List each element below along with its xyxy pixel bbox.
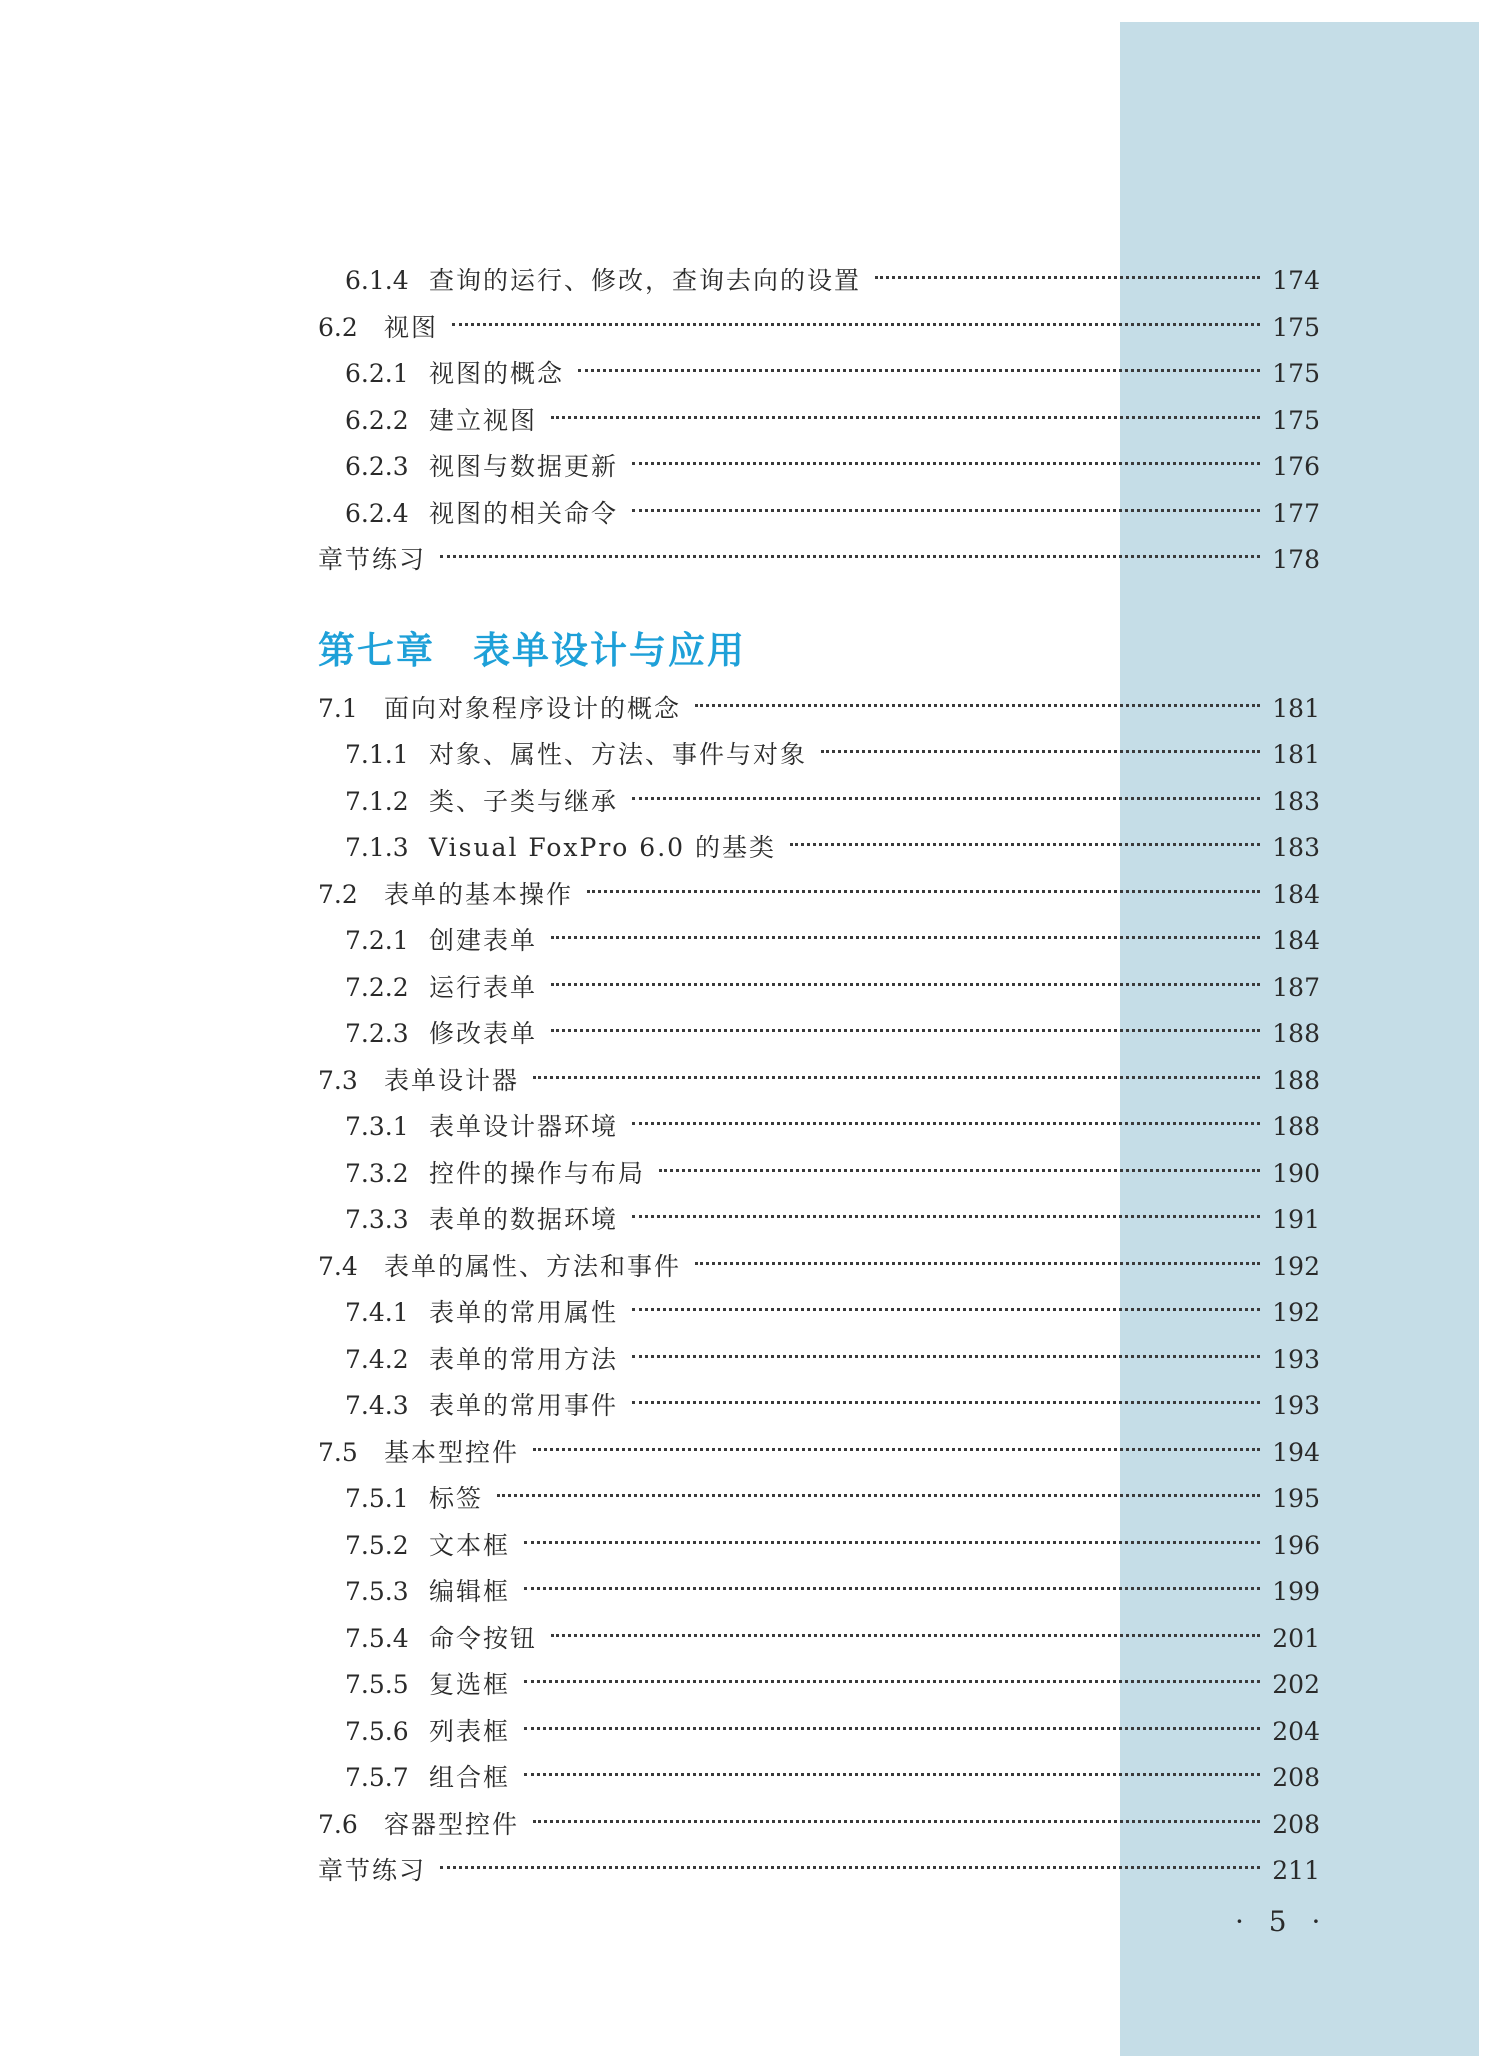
- toc-entry-title: 视图与数据更新: [429, 452, 619, 481]
- dot-leader: [524, 1727, 1260, 1730]
- toc-entry-title: 容器型控件: [384, 1809, 520, 1839]
- toc-entry-number: 7.2: [318, 879, 358, 909]
- toc-entry[interactable]: [318, 1802, 1320, 1849]
- toc-entry-number: 7.5.1: [345, 1484, 409, 1513]
- toc-entry-page: 193: [1272, 1344, 1320, 1374]
- toc-section-after: [318, 686, 1320, 1895]
- toc-entry-page: 195: [1272, 1484, 1320, 1513]
- toc-entry-number: 6.2.3: [345, 452, 409, 481]
- dot-leader: [533, 1076, 1260, 1079]
- dot-leader: [452, 323, 1260, 326]
- toc-entry[interactable]: [318, 1755, 1320, 1802]
- toc-entry-page: 188: [1272, 1065, 1320, 1095]
- toc-entry-title: 表单的常用方法: [429, 1344, 619, 1374]
- toc-entry-number: 7.3.1: [345, 1112, 409, 1141]
- toc-section-before: [318, 258, 1320, 584]
- toc-entry-page: 184: [1272, 926, 1320, 955]
- toc-entry[interactable]: [318, 444, 1320, 491]
- dot-leader: [533, 1448, 1260, 1451]
- toc-entry[interactable]: [318, 1290, 1320, 1337]
- toc-entry-page: 192: [1272, 1251, 1320, 1281]
- toc-entry-page: 188: [1272, 1019, 1320, 1048]
- toc-entry-number: 6.1.4: [345, 266, 409, 295]
- toc-entry-page: 178: [1272, 545, 1320, 574]
- dot-leader: [551, 983, 1260, 986]
- toc-entry-title: 运行表单: [429, 972, 538, 1002]
- toc-entry-number: 7.2.3: [345, 1019, 409, 1048]
- dot-leader: [551, 1634, 1260, 1637]
- toc-entry-number: 7.2.2: [345, 972, 409, 1002]
- toc-entry-number: 7.5: [318, 1437, 358, 1467]
- toc-entry-page: 201: [1272, 1623, 1320, 1653]
- toc-entry-title: 建立视图: [429, 405, 538, 435]
- toc-entry-title: 编辑框: [429, 1577, 511, 1606]
- toc-entry-title: 标签: [429, 1484, 484, 1513]
- dot-leader: [440, 555, 1260, 558]
- dot-leader: [524, 1680, 1260, 1683]
- toc-entry[interactable]: [318, 1662, 1320, 1709]
- toc-entry-number: 7.2.1: [345, 926, 409, 955]
- dot-leader: [632, 1215, 1260, 1218]
- toc-entry-page: 181: [1272, 693, 1320, 723]
- toc-entry-page: 177: [1272, 498, 1320, 528]
- toc-entry[interactable]: [318, 1011, 1320, 1058]
- toc-entry-title: 控件的操作与布局: [429, 1158, 646, 1188]
- toc-entry-number: 7.1.3: [345, 833, 409, 862]
- toc-entry-title: 视图的相关命令: [429, 498, 619, 528]
- toc-entry-title: 列表框: [429, 1716, 511, 1746]
- toc-entry[interactable]: [318, 732, 1320, 779]
- dot-leader: [551, 936, 1260, 939]
- toc-entry-page: 211: [1272, 1856, 1320, 1885]
- toc-entry[interactable]: [318, 1476, 1320, 1523]
- toc-entry-page: 187: [1272, 972, 1320, 1002]
- toc-entry-number: 7.1.1: [345, 740, 409, 769]
- toc-entry-title: 表单设计器环境: [429, 1112, 619, 1141]
- toc-entry[interactable]: [318, 1430, 1320, 1477]
- toc-entry-title: 视图的概念: [429, 359, 565, 388]
- dot-leader: [821, 750, 1260, 753]
- dot-leader: [632, 462, 1260, 465]
- toc-entry-page: 181: [1272, 740, 1320, 769]
- toc-entry[interactable]: [318, 1709, 1320, 1756]
- dot-leader: [790, 843, 1260, 846]
- toc-entry-page: 175: [1272, 312, 1320, 342]
- toc-entry-title: 表单设计器: [384, 1065, 520, 1095]
- toc-entry-page: 192: [1272, 1298, 1320, 1327]
- toc-entry-title: 面向对象程序设计的概念: [384, 693, 682, 723]
- dot-leader: [695, 1262, 1260, 1265]
- dot-leader: [524, 1587, 1260, 1590]
- toc-entry-number: 7.5.7: [345, 1763, 409, 1792]
- dot-leader: [632, 1355, 1260, 1358]
- toc-entry-number: 6.2.4: [345, 498, 409, 528]
- toc-entry-title: 表单的常用事件: [429, 1391, 619, 1420]
- toc-entry-number: 7.1.2: [345, 786, 409, 816]
- toc-entry-page: 176: [1272, 452, 1320, 481]
- toc-entry-number: 7.5.4: [345, 1623, 409, 1653]
- toc-entry-title: 查询的运行、修改，查询去向的设置: [429, 266, 862, 295]
- dot-leader: [440, 1866, 1260, 1869]
- toc-entry-title: 表单的常用属性: [429, 1298, 619, 1327]
- page-number: · 5 ·: [1235, 1905, 1329, 1938]
- dot-leader: [632, 797, 1260, 800]
- toc-entry-page: 191: [1272, 1205, 1320, 1234]
- toc-entry-page: 190: [1272, 1158, 1320, 1188]
- toc-entry-title: 表单的数据环境: [429, 1205, 619, 1234]
- toc-entry-page: 196: [1272, 1530, 1320, 1560]
- toc-entry[interactable]: [318, 537, 1320, 584]
- dot-leader: [587, 890, 1260, 893]
- toc-entry-number: 7.5.2: [345, 1530, 409, 1560]
- toc-entry[interactable]: [318, 305, 1320, 352]
- toc-entry-page: 175: [1272, 405, 1320, 435]
- toc-entry-title: 章节练习: [318, 545, 427, 574]
- toc-entry[interactable]: [318, 1058, 1320, 1105]
- toc-entry[interactable]: [318, 1337, 1320, 1384]
- dot-leader: [632, 1308, 1260, 1311]
- toc-entry-page: 202: [1272, 1670, 1320, 1699]
- toc-entry-number: 6.2: [318, 312, 358, 342]
- toc-entry-title: 命令按钮: [429, 1623, 538, 1653]
- toc-entry-title: 对象、属性、方法、事件与对象: [429, 740, 808, 769]
- toc-entry[interactable]: [318, 1523, 1320, 1570]
- table-of-contents: [318, 258, 1320, 1895]
- dot-leader: [632, 1401, 1260, 1404]
- toc-entry-title: 视图: [384, 312, 439, 342]
- toc-entry-title: 表单的属性、方法和事件: [384, 1251, 682, 1281]
- toc-entry[interactable]: [318, 918, 1320, 965]
- toc-entry-page: 174: [1272, 266, 1320, 295]
- toc-entry-title: 创建表单: [429, 926, 538, 955]
- toc-entry-page: 188: [1272, 1112, 1320, 1141]
- chapter-label: 第七章: [318, 628, 435, 672]
- toc-entry-title: 类、子类与继承: [429, 786, 619, 816]
- toc-entry-number: 7.4.1: [345, 1298, 409, 1327]
- toc-entry-number: 7.1: [318, 693, 358, 723]
- toc-entry-number: 7.4: [318, 1251, 358, 1281]
- chapter-heading: [318, 616, 1320, 686]
- toc-entry-page: 184: [1272, 879, 1320, 909]
- toc-entry-title: 表单的基本操作: [384, 879, 574, 909]
- toc-entry-number: 7.6: [318, 1809, 358, 1839]
- toc-entry-number: 7.4.2: [345, 1344, 409, 1374]
- toc-entry[interactable]: [318, 965, 1320, 1012]
- dot-leader: [551, 416, 1260, 419]
- dot-leader: [497, 1494, 1260, 1497]
- toc-entry[interactable]: [318, 779, 1320, 826]
- toc-entry-title: 复选框: [429, 1670, 511, 1699]
- toc-entry[interactable]: [318, 1616, 1320, 1663]
- toc-entry-page: 208: [1272, 1809, 1320, 1839]
- toc-entry[interactable]: [318, 1104, 1320, 1151]
- toc-entry-title: 修改表单: [429, 1019, 538, 1048]
- toc-entry-number: 7.5.5: [345, 1670, 409, 1699]
- chapter-title-text: 表单设计与应用: [473, 628, 746, 672]
- toc-entry-page: 175: [1272, 359, 1320, 388]
- toc-entry-number: 7.3: [318, 1065, 358, 1095]
- toc-entry-title: 文本框: [429, 1530, 511, 1560]
- toc-entry-number: 7.4.3: [345, 1391, 409, 1420]
- dot-leader: [578, 369, 1260, 372]
- dot-leader: [695, 704, 1260, 707]
- toc-entry-number: 6.2.1: [345, 359, 409, 388]
- toc-entry-page: 204: [1272, 1716, 1320, 1746]
- toc-entry[interactable]: [318, 1244, 1320, 1291]
- toc-entry[interactable]: [318, 258, 1320, 305]
- toc-entry-title: 章节练习: [318, 1856, 427, 1885]
- toc-entry-number: 6.2.2: [345, 405, 409, 435]
- toc-entry[interactable]: [318, 825, 1320, 872]
- toc-entry[interactable]: [318, 351, 1320, 398]
- toc-entry[interactable]: [318, 1569, 1320, 1616]
- toc-entry[interactable]: [318, 398, 1320, 445]
- toc-entry-title: 基本型控件: [384, 1437, 520, 1467]
- dot-leader: [524, 1541, 1260, 1544]
- dot-leader: [524, 1773, 1260, 1776]
- toc-entry[interactable]: [318, 1848, 1320, 1895]
- toc-entry-page: 183: [1272, 833, 1320, 862]
- toc-entry[interactable]: [318, 1383, 1320, 1430]
- dot-leader: [659, 1169, 1260, 1172]
- toc-entry-number: 7.3.2: [345, 1158, 409, 1188]
- dot-leader: [632, 509, 1260, 512]
- toc-entry-number: 7.3.3: [345, 1205, 409, 1234]
- dot-leader: [632, 1122, 1260, 1125]
- dot-leader: [533, 1820, 1260, 1823]
- toc-entry[interactable]: [318, 1151, 1320, 1198]
- toc-entry-page: 193: [1272, 1391, 1320, 1420]
- dot-leader: [875, 276, 1260, 279]
- toc-entry[interactable]: [318, 872, 1320, 919]
- toc-entry[interactable]: [318, 491, 1320, 538]
- toc-entry-title: 组合框: [429, 1763, 511, 1792]
- toc-entry-page: 199: [1272, 1577, 1320, 1606]
- toc-entry[interactable]: [318, 1197, 1320, 1244]
- toc-entry-page: 183: [1272, 786, 1320, 816]
- toc-entry-page: 194: [1272, 1437, 1320, 1467]
- toc-entry-title: Visual FoxPro 6.0 的基类: [429, 833, 776, 862]
- toc-entry[interactable]: [318, 686, 1320, 733]
- toc-entry-number: 7.5.6: [345, 1716, 409, 1746]
- toc-entry-number: 7.5.3: [345, 1577, 409, 1606]
- dot-leader: [551, 1029, 1260, 1032]
- toc-entry-page: 208: [1272, 1763, 1320, 1792]
